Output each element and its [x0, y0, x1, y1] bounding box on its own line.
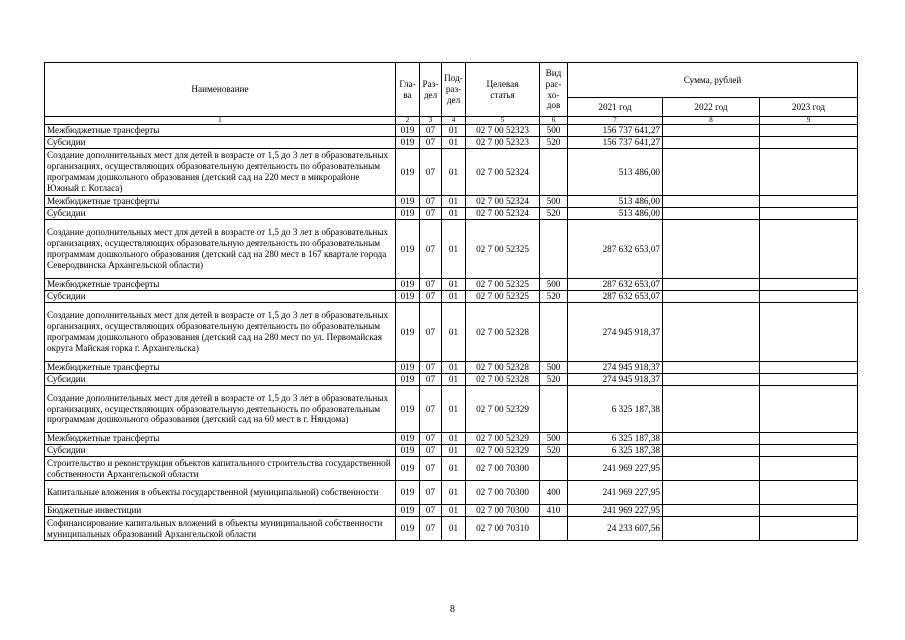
- table-row: [45, 196, 858, 208]
- header-podrazdel: Под- раз- дел: [442, 63, 466, 117]
- cell-name: Межбюджетные трансферты: [45, 279, 396, 291]
- cell-vid: [540, 220, 568, 279]
- cell-sum-2021: 241 969 227,95: [568, 505, 663, 517]
- cell-glava: 019: [396, 291, 420, 303]
- cell-sum-2021: 287 632 653,07: [568, 291, 663, 303]
- cell-sum-2023: [760, 125, 858, 137]
- cell-name: Создание дополнительных мест для детей в возрасте от 1,5 до 3 лет в образовательных организациях, осуществляющих образовательную деятельность по образовательным программам дошкольного образования (детский сад на 220 мест в микрорайоне Южный г. Котласа): [45, 149, 396, 196]
- cell-name: Субсидии: [45, 137, 396, 149]
- cell-podrazdel: 01: [442, 481, 466, 505]
- cell-vid: 400: [540, 481, 568, 505]
- cell-podrazdel: 01: [442, 362, 466, 374]
- cell-glava: 019: [396, 445, 420, 457]
- cell-podrazdel: 01: [442, 291, 466, 303]
- cell-target: 02 7 00 70300: [466, 505, 540, 517]
- cell-sum-2021: 6 325 187,38: [568, 433, 663, 445]
- cell-razdel: 07: [420, 445, 442, 457]
- cell-sum-2022: [663, 137, 760, 149]
- column-number: 6: [540, 117, 568, 125]
- cell-sum-2021: 513 486,00: [568, 208, 663, 220]
- cell-sum-2023: [760, 303, 858, 362]
- cell-sum-2023: [760, 386, 858, 433]
- cell-sum-2022: [663, 517, 760, 541]
- cell-vid: [540, 149, 568, 196]
- cell-sum-2022: [663, 362, 760, 374]
- cell-target: 02 7 00 52328: [466, 374, 540, 386]
- cell-sum-2021: 274 945 918,37: [568, 362, 663, 374]
- cell-glava: 019: [396, 279, 420, 291]
- cell-razdel: 07: [420, 137, 442, 149]
- cell-sum-2023: [760, 457, 858, 481]
- cell-glava: 019: [396, 303, 420, 362]
- cell-target: 02 7 00 52324: [466, 208, 540, 220]
- cell-podrazdel: 01: [442, 208, 466, 220]
- cell-vid: 500: [540, 433, 568, 445]
- table-row: [45, 279, 858, 291]
- cell-sum-2021: 274 945 918,37: [568, 303, 663, 362]
- cell-name: Бюджетные инвестиции: [45, 505, 396, 517]
- cell-sum-2021: 274 945 918,37: [568, 374, 663, 386]
- table-row: [45, 303, 858, 362]
- cell-podrazdel: 01: [442, 196, 466, 208]
- column-number: 7: [568, 117, 663, 125]
- cell-name: Создание дополнительных мест для детей в возрасте от 1,5 до 3 лет в образовательных организациях, осуществляющих образовательную деятельность по образовательным программам дошкольного образования (детский сад на 280 мест по ул. Первомайская округа Майская горка г. Архангельска): [45, 303, 396, 362]
- header-vid: Вид рас- хо- дов: [540, 63, 568, 117]
- header-year-2021: 2021 год: [568, 98, 663, 117]
- cell-razdel: 07: [420, 291, 442, 303]
- table-row: [45, 505, 858, 517]
- cell-name: Субсидии: [45, 374, 396, 386]
- header-razdel: Раз- дел: [420, 63, 442, 117]
- cell-glava: 019: [396, 433, 420, 445]
- cell-name: Межбюджетные трансферты: [45, 362, 396, 374]
- cell-sum-2023: [760, 374, 858, 386]
- cell-sum-2023: [760, 362, 858, 374]
- cell-target: 02 7 00 70310: [466, 517, 540, 541]
- cell-target: 02 7 00 52329: [466, 445, 540, 457]
- header-glava: Гла- ва: [396, 63, 420, 117]
- cell-name: Софинансирование капитальных вложений в объекты муниципальной собственности муниципальных образований Архангельской области: [45, 517, 396, 541]
- column-number: 4: [442, 117, 466, 125]
- cell-name: Межбюджетные трансферты: [45, 125, 396, 137]
- cell-sum-2022: [663, 457, 760, 481]
- cell-target: 02 7 00 52325: [466, 291, 540, 303]
- cell-razdel: 07: [420, 433, 442, 445]
- cell-sum-2021: 513 486,00: [568, 149, 663, 196]
- cell-vid: 410: [540, 505, 568, 517]
- cell-target: 02 7 00 52324: [466, 196, 540, 208]
- cell-sum-2022: [663, 433, 760, 445]
- cell-target: 02 7 00 70300: [466, 457, 540, 481]
- page-number: 8: [450, 604, 455, 615]
- cell-sum-2022: [663, 374, 760, 386]
- cell-sum-2022: [663, 125, 760, 137]
- cell-podrazdel: 01: [442, 374, 466, 386]
- table-row: [45, 208, 858, 220]
- cell-target: 02 7 00 52328: [466, 303, 540, 362]
- cell-target: 02 7 00 52324: [466, 149, 540, 196]
- cell-sum-2022: [663, 291, 760, 303]
- cell-vid: [540, 386, 568, 433]
- cell-podrazdel: 01: [442, 137, 466, 149]
- header-sum: Сумма, рублей: [568, 63, 858, 98]
- cell-name: Создание дополнительных мест для детей в возрасте от 1,5 до 3 лет в образовательных организациях, осуществляющих образовательную деятельность по образовательным программам дошкольного образования (детский сад на 280 мест в 167 квартале города Северодвинска Архангельской области): [45, 220, 396, 279]
- cell-sum-2023: [760, 220, 858, 279]
- column-numbers-row: [45, 117, 858, 125]
- cell-target: 02 7 00 52329: [466, 433, 540, 445]
- cell-vid: 520: [540, 208, 568, 220]
- cell-sum-2023: [760, 445, 858, 457]
- cell-sum-2022: [663, 149, 760, 196]
- cell-podrazdel: 01: [442, 433, 466, 445]
- cell-sum-2021: 6 325 187,38: [568, 386, 663, 433]
- cell-name: Межбюджетные трансферты: [45, 433, 396, 445]
- cell-sum-2023: [760, 505, 858, 517]
- cell-podrazdel: 01: [442, 517, 466, 541]
- cell-sum-2021: 241 969 227,95: [568, 457, 663, 481]
- cell-glava: 019: [396, 125, 420, 137]
- cell-sum-2022: [663, 505, 760, 517]
- cell-vid: 520: [540, 445, 568, 457]
- cell-podrazdel: 01: [442, 279, 466, 291]
- table-row: [45, 291, 858, 303]
- cell-vid: 500: [540, 279, 568, 291]
- cell-razdel: 07: [420, 517, 442, 541]
- cell-sum-2022: [663, 303, 760, 362]
- cell-razdel: 07: [420, 362, 442, 374]
- cell-vid: 520: [540, 137, 568, 149]
- cell-razdel: 07: [420, 303, 442, 362]
- cell-sum-2021: 287 632 653,07: [568, 279, 663, 291]
- cell-sum-2021: 6 325 187,38: [568, 445, 663, 457]
- table-row: [45, 149, 858, 196]
- cell-glava: 019: [396, 386, 420, 433]
- cell-sum-2022: [663, 196, 760, 208]
- cell-vid: 520: [540, 374, 568, 386]
- cell-vid: 500: [540, 125, 568, 137]
- column-number: 9: [760, 117, 858, 125]
- cell-podrazdel: 01: [442, 386, 466, 433]
- table-row: [45, 220, 858, 279]
- cell-glava: 019: [396, 196, 420, 208]
- cell-razdel: 07: [420, 220, 442, 279]
- cell-razdel: 07: [420, 457, 442, 481]
- cell-sum-2023: [760, 279, 858, 291]
- cell-target: 02 7 00 52328: [466, 362, 540, 374]
- cell-vid: 520: [540, 291, 568, 303]
- table-row: [45, 362, 858, 374]
- cell-sum-2022: [663, 208, 760, 220]
- cell-glava: 019: [396, 220, 420, 279]
- cell-sum-2021: 287 632 653,07: [568, 220, 663, 279]
- cell-sum-2023: [760, 517, 858, 541]
- cell-name: Капитальные вложения в объекты государственной (муниципальной) собственности: [45, 481, 396, 505]
- cell-podrazdel: 01: [442, 505, 466, 517]
- cell-name: Строительство и реконструкция объектов капитального строительства государственной собственности Архангельской области: [45, 457, 396, 481]
- cell-razdel: 07: [420, 386, 442, 433]
- cell-glava: 019: [396, 481, 420, 505]
- header-target: Целевая статья: [466, 63, 540, 117]
- cell-razdel: 07: [420, 279, 442, 291]
- cell-target: 02 7 00 52323: [466, 125, 540, 137]
- table-row: [45, 481, 858, 505]
- cell-sum-2023: [760, 433, 858, 445]
- table-row: [45, 445, 858, 457]
- cell-podrazdel: 01: [442, 303, 466, 362]
- table-row: [45, 517, 858, 541]
- cell-vid: 500: [540, 196, 568, 208]
- cell-razdel: 07: [420, 125, 442, 137]
- table-row: [45, 386, 858, 433]
- cell-sum-2022: [663, 220, 760, 279]
- cell-razdel: 07: [420, 196, 442, 208]
- cell-razdel: 07: [420, 208, 442, 220]
- column-number: 2: [396, 117, 420, 125]
- cell-vid: [540, 517, 568, 541]
- column-number: 8: [663, 117, 760, 125]
- cell-glava: 019: [396, 362, 420, 374]
- cell-sum-2022: [663, 386, 760, 433]
- cell-sum-2023: [760, 137, 858, 149]
- cell-podrazdel: 01: [442, 220, 466, 279]
- table-row: [45, 125, 858, 137]
- budget-rows: [45, 125, 858, 541]
- cell-target: 02 7 00 52323: [466, 137, 540, 149]
- cell-sum-2021: 241 969 227,95: [568, 481, 663, 505]
- cell-sum-2022: [663, 279, 760, 291]
- cell-sum-2021: 24 233 607,56: [568, 517, 663, 541]
- cell-razdel: 07: [420, 149, 442, 196]
- column-number: 1: [45, 117, 396, 125]
- header-year-2023: 2023 год: [760, 98, 858, 117]
- cell-sum-2022: [663, 445, 760, 457]
- cell-name: Создание дополнительных мест для детей в возрасте от 1,5 до 3 лет в образовательных организациях, осуществляющих образовательную деятельность по образовательным программам дошкольного образования (детский сад на 60 мест в г. Няндома): [45, 386, 396, 433]
- cell-glava: 019: [396, 505, 420, 517]
- table-row: [45, 433, 858, 445]
- cell-name: Межбюджетные трансферты: [45, 196, 396, 208]
- cell-name: Субсидии: [45, 445, 396, 457]
- cell-glava: 019: [396, 149, 420, 196]
- column-number: 3: [420, 117, 442, 125]
- cell-podrazdel: 01: [442, 149, 466, 196]
- table-row: [45, 137, 858, 149]
- cell-sum-2021: 513 486,00: [568, 196, 663, 208]
- cell-sum-2021: 156 737 641,27: [568, 137, 663, 149]
- cell-vid: 500: [540, 362, 568, 374]
- cell-glava: 019: [396, 457, 420, 481]
- column-number: 5: [466, 117, 540, 125]
- cell-sum-2023: [760, 208, 858, 220]
- cell-vid: [540, 457, 568, 481]
- budget-table: [44, 62, 858, 541]
- cell-name: Субсидии: [45, 291, 396, 303]
- cell-sum-2023: [760, 481, 858, 505]
- cell-glava: 019: [396, 208, 420, 220]
- cell-sum-2023: [760, 196, 858, 208]
- cell-sum-2022: [663, 481, 760, 505]
- cell-target: 02 7 00 70300: [466, 481, 540, 505]
- cell-glava: 019: [396, 374, 420, 386]
- cell-podrazdel: 01: [442, 445, 466, 457]
- cell-podrazdel: 01: [442, 457, 466, 481]
- cell-sum-2023: [760, 291, 858, 303]
- cell-podrazdel: 01: [442, 125, 466, 137]
- cell-target: 02 7 00 52329: [466, 386, 540, 433]
- cell-target: 02 7 00 52325: [466, 220, 540, 279]
- cell-target: 02 7 00 52325: [466, 279, 540, 291]
- cell-name: Субсидии: [45, 208, 396, 220]
- cell-glava: 019: [396, 517, 420, 541]
- cell-sum-2023: [760, 149, 858, 196]
- cell-razdel: 07: [420, 505, 442, 517]
- cell-vid: [540, 303, 568, 362]
- table-row: [45, 374, 858, 386]
- header-year-2022: 2022 год: [663, 98, 760, 117]
- header-name: Наименование: [45, 63, 396, 117]
- cell-sum-2021: 156 737 641,27: [568, 125, 663, 137]
- cell-glava: 019: [396, 137, 420, 149]
- cell-razdel: 07: [420, 374, 442, 386]
- table-row: [45, 457, 858, 481]
- cell-razdel: 07: [420, 481, 442, 505]
